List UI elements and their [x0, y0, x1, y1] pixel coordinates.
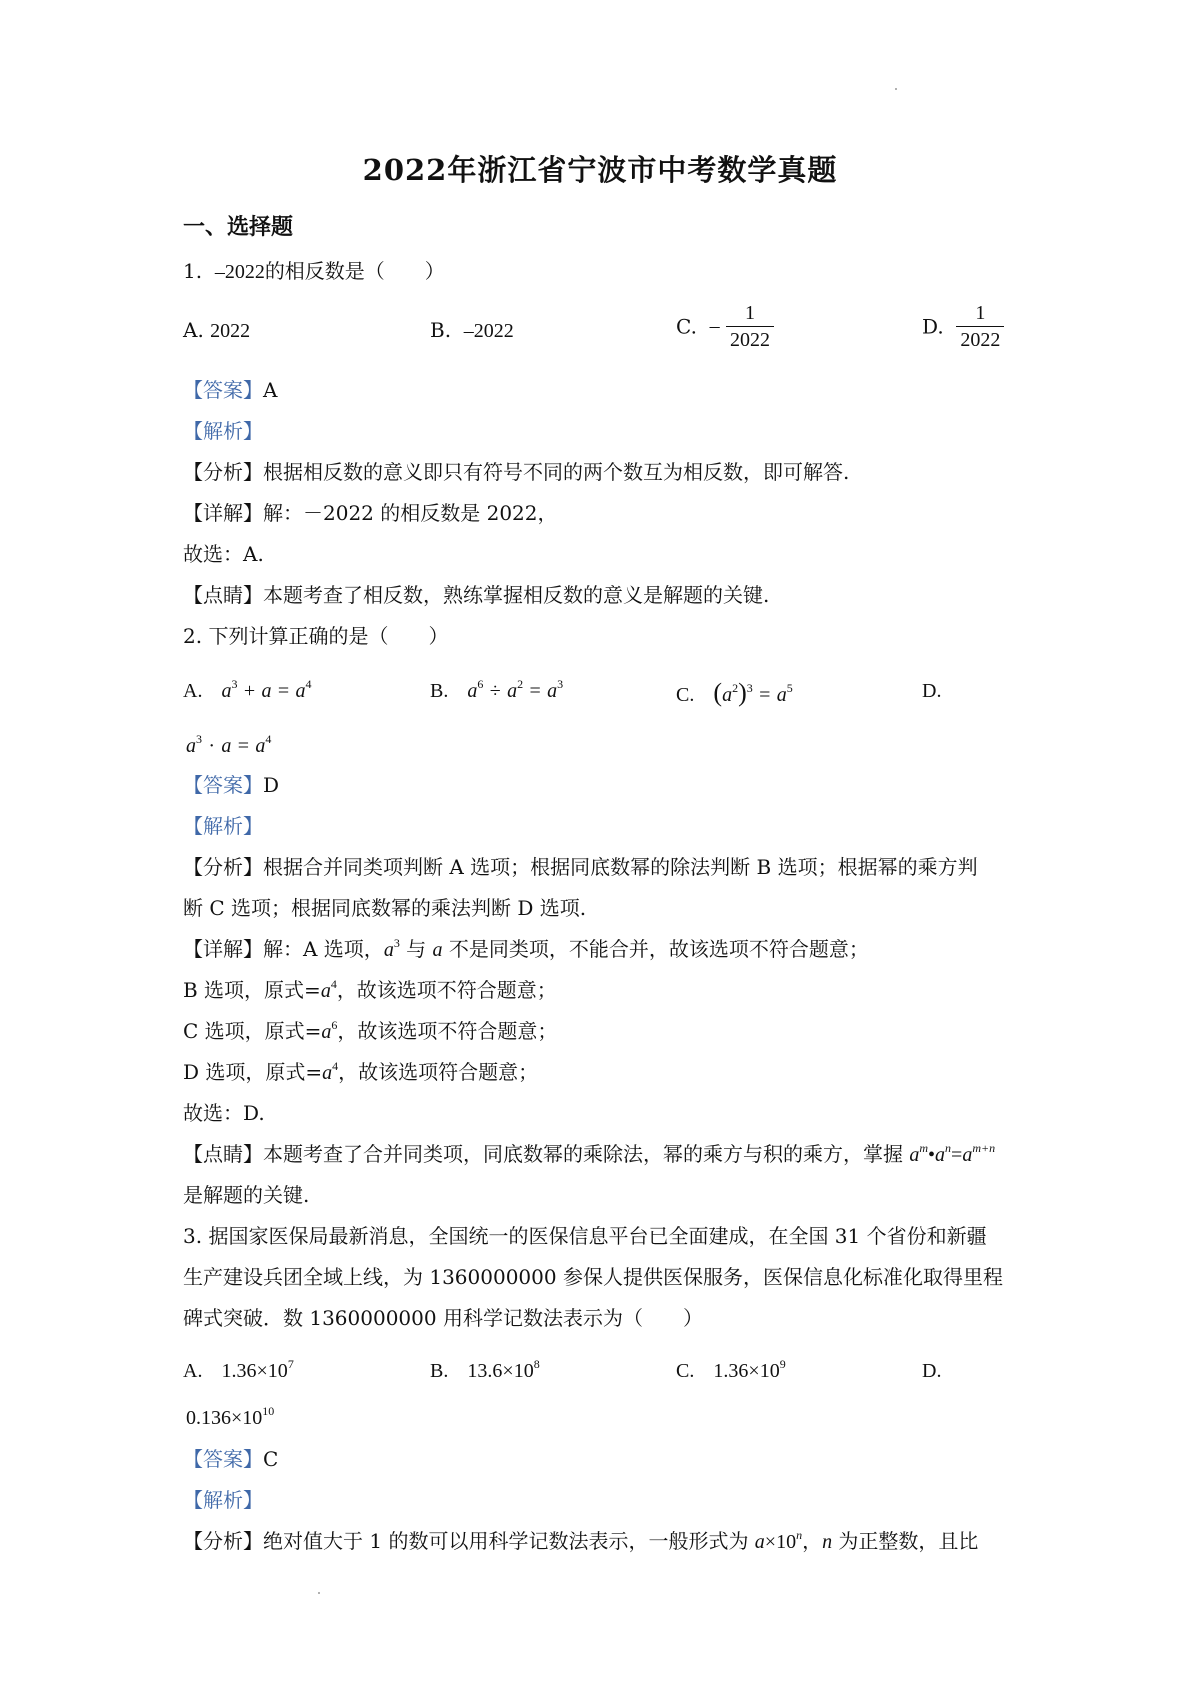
q2-answer: 【答案】D — [183, 773, 280, 797]
q3-fenxi: 【分析】绝对值大于 1 的数可以用科学记数法表示，一般形式为 $a\times 10^n$，n 为正整数，且比 — [183, 1528, 979, 1553]
question-1-stem: 1. –2022的相反数是（ ） — [183, 259, 445, 283]
q2-line-d: D 选项，原式$=a^4$，故该选项符合题意； — [183, 1059, 539, 1084]
q2-choice: 故选：D. — [183, 1101, 265, 1125]
q3-option-b: B. $13.6\times 10^8$ — [430, 1357, 540, 1382]
q2-option-b: B. $a^6 \div a^2 = a^3$ — [430, 677, 564, 702]
q1-answer: 【答案】A — [183, 378, 278, 402]
q1-analysis-tag: 【解析】 — [183, 419, 263, 443]
q2-analysis-tag: 【解析】 — [183, 814, 263, 838]
question-3-stem-1: 3. 据国家医保局最新消息，全国统一的医保信息平台已全面建成，在全国 31 个省份和新疆 — [183, 1224, 987, 1248]
q1-xiangjie: 【详解】解：－2022 的相反数是 2022， — [183, 501, 558, 525]
q3-option-d: $0.136\times 10^{10}$ — [186, 1404, 275, 1429]
q2-fenxi-1: 【分析】根据合并同类项判断 A 选项；根据同底数幂的除法判断 B 选项；根据幂的乘方判 — [183, 855, 978, 879]
q2-dianjing-2: 是解题的关键. — [183, 1183, 310, 1207]
q2-option-d: $a^3 \cdot a = a^4$ — [186, 732, 272, 757]
q1-option-d: D. $\frac{1}{2022}$ — [922, 300, 1004, 353]
q2-fenxi-2: 断 C 选项；根据同底数幂的乘法判断 D 选项. — [183, 896, 587, 920]
q3-analysis-tag: 【解析】 — [183, 1488, 263, 1512]
q3-option-a: A. $1.36\times 10^7$ — [183, 1357, 294, 1382]
q3-option-d-label: D. — [922, 1360, 942, 1382]
fraction: $\frac{1}{2022}$ — [956, 300, 1004, 353]
scan-speck — [895, 88, 897, 90]
scan-speck — [318, 1592, 320, 1594]
q1-fenxi: 【分析】根据相反数的意义即只有符号不同的两个数互为相反数，即可解答. — [183, 460, 850, 484]
question-3-stem-2: 生产建设兵团全域上线，为 1360000000 参保人提供医保服务，医保信息化标准化取得里程 — [183, 1265, 1003, 1289]
q1-option-c: C. – $\frac{1}{2022}$ — [676, 300, 774, 353]
q3-option-c: C. $1.36\times 10^9$ — [676, 1357, 786, 1382]
question-2-stem: 2. 下列计算正确的是（ ） — [183, 624, 449, 648]
section-heading: 一、选择题 — [183, 214, 294, 240]
page-title: 2022年浙江省宁波市中考数学真题 — [362, 153, 838, 187]
q2-option-c: C. $(a^2)^3 = a^5$ — [676, 678, 793, 707]
q1-dianjing: 【点睛】本题考查了相反数，熟练掌握相反数的意义是解题的关键. — [183, 583, 770, 607]
q2-line-c: C 选项，原式$=a^6$，故该选项不符合题意； — [183, 1018, 558, 1043]
q1-option-b: B. –2022 — [430, 318, 514, 342]
q2-option-a: A. $a^3 + a = a^4$ — [183, 677, 312, 702]
q1-choice: 故选：A. — [183, 542, 264, 566]
q2-option-d-label: D. — [922, 680, 942, 702]
fraction: $\frac{1}{2022}$ — [726, 300, 774, 353]
q2-dianjing-1: 【点睛】本题考查了合并同类项，同底数幂的乘除法，幂的乘方与积的乘方，掌握 $a^m•a^n=a^{m+n}$ — [183, 1141, 996, 1166]
q1-option-a: A. 2022 — [183, 318, 251, 342]
question-3-stem-3: 碑式突破．数 1360000000 用科学记数法表示为（ ） — [183, 1306, 703, 1330]
q3-answer: 【答案】C — [183, 1447, 279, 1471]
q2-line-b: B 选项，原式$=a^4$，故该选项不符合题意； — [183, 977, 557, 1002]
q2-xiangjie: 【详解】解：A 选项，$a^3$ 与 a 不是同类项，不能合并，故该选项不符合题意； — [183, 936, 869, 961]
